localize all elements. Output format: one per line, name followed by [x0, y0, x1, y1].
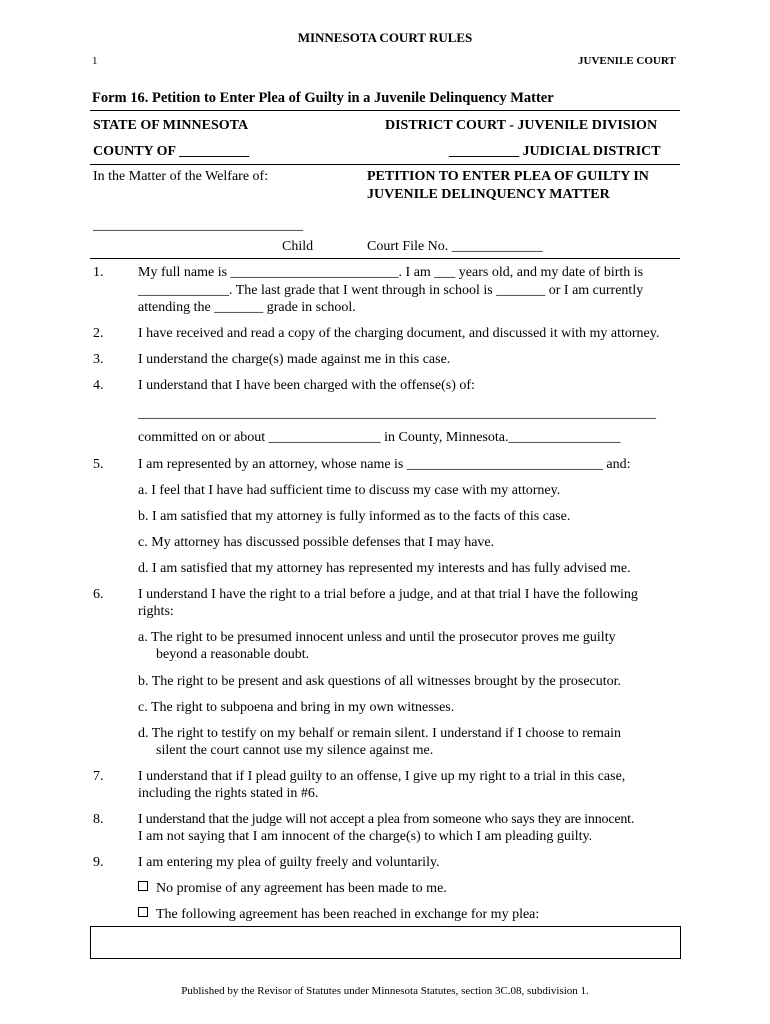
county-label: COUNTY OF __________ [93, 144, 250, 159]
item-5d: d. I am satisfied that my attorney has represented my interests and has fully advised me. [138, 561, 631, 576]
item-6a-line-2: beyond a reasonable doubt. [156, 647, 310, 662]
item-2-number: 2. [93, 326, 104, 341]
no-agreement-label: No promise of any agreement has been made to me. [156, 881, 447, 896]
item-8-line-1: I understand that the judge will not accept a plea from someone who says they are innocent. [138, 812, 635, 827]
item-7-line-1: I understand that if I plead guilty to an offense, I give up my right to a trial in this case, [138, 769, 626, 784]
item-7-line-2: including the rights stated in #6. [138, 786, 319, 801]
item-5c: c. My attorney has discussed possible defenses that I may have. [138, 535, 495, 550]
item-2-text: I have received and read a copy of the charging document, and discussed it with my attorney. [138, 326, 660, 341]
agreement-details-box[interactable] [90, 926, 681, 959]
committed-line: committed on or about ________________ in County, Minnesota.________________ [138, 430, 621, 445]
item-6b: b. The right to be present and ask questions of all witnesses brought by the prosecutor. [138, 674, 622, 689]
item-5a: a. I feel that I have had sufficient time to discuss my case with my attorney. [138, 483, 561, 498]
document-title-line-1: PETITION TO ENTER PLEA OF GUILTY IN [367, 169, 649, 184]
page-number: 1 [92, 55, 98, 67]
item-6d-line-2: silent the court cannot use my silence against me. [156, 743, 434, 758]
item-1-line-1: My full name is ________________________. I am ___ years old, and my date of birth is [138, 265, 644, 280]
item-6-number: 6. [93, 587, 104, 602]
matter-label: In the Matter of the Welfare of: [93, 169, 269, 184]
document-title-line-2: JUVENILE DELINQUENCY MATTER [367, 187, 610, 202]
offense-line: __________________________________________________________________________ [138, 406, 656, 421]
item-3-number: 3. [93, 352, 104, 367]
child-name-line: ______________________________ [93, 218, 303, 233]
item-5-text: I am represented by an attorney, whose name is ____________________________ and: [138, 457, 631, 472]
item-9-text: I am entering my plea of guilty freely and voluntarily. [138, 855, 440, 870]
item-9-number: 9. [93, 855, 104, 870]
item-6-line-2: rights: [138, 604, 174, 619]
state-label: STATE OF MINNESOTA [93, 118, 249, 133]
footer-note: Published by the Revisor of Statutes under Minnesota Statutes, section 3C.08, subdivision 1. [181, 985, 589, 997]
no-agreement-option[interactable] [138, 880, 447, 897]
item-6c: c. The right to subpoena and bring in my own witnesses. [138, 700, 455, 715]
running-title: MINNESOTA COURT RULES [297, 30, 473, 45]
item-7-number: 7. [93, 769, 104, 784]
item-5-number: 5. [93, 457, 104, 472]
court-file-number: Court File No. _____________ [367, 239, 543, 254]
item-6-line-1: I understand I have the right to a trial before a judge, and at that trial I have the following [138, 587, 638, 602]
item-3-text: I understand the charge(s) made against me in this case. [138, 352, 451, 367]
caption-bottom-rule [90, 258, 680, 259]
item-4-text: I understand that I have been charged with the offense(s) of: [138, 378, 475, 393]
checkbox-icon[interactable] [138, 907, 148, 917]
form-title: Form 16. Petition to Enter Plea of Guilty in a Juvenile Delinquency Matter [92, 90, 554, 106]
item-1-line-2: _____________. The last grade that I went through in school is _______ or I am currently [138, 283, 644, 298]
court-label: DISTRICT COURT - JUVENILE DIVISION [385, 118, 658, 133]
item-6a-line-1: a. The right to be presumed innocent unless and until the prosecutor proves me guilty [138, 630, 616, 645]
item-8-number: 8. [93, 812, 104, 827]
title-rule [90, 110, 680, 111]
child-label: Child [282, 239, 314, 254]
district-label: __________ JUDICIAL DISTRICT [449, 144, 661, 159]
item-5b: b. I am satisfied that my attorney is fully informed as to the facts of this case. [138, 509, 571, 524]
agreement-label: The following agreement has been reached in exchange for my plea: [156, 907, 540, 922]
checkbox-icon[interactable] [138, 881, 148, 891]
item-1-number: 1. [93, 265, 104, 280]
section-label: JUVENILE COURT [578, 55, 676, 67]
caption-rule [90, 164, 680, 165]
item-6d-line-1: d. The right to testify on my behalf or remain silent. I understand if I choose to remain [138, 726, 622, 741]
item-4-number: 4. [93, 378, 104, 393]
item-1-line-3: attending the _______ grade in school. [138, 300, 356, 315]
item-8-line-2: I am not saying that I am innocent of the charge(s) to which I am pleading guilty. [138, 829, 593, 844]
agreement-option[interactable] [138, 906, 539, 923]
